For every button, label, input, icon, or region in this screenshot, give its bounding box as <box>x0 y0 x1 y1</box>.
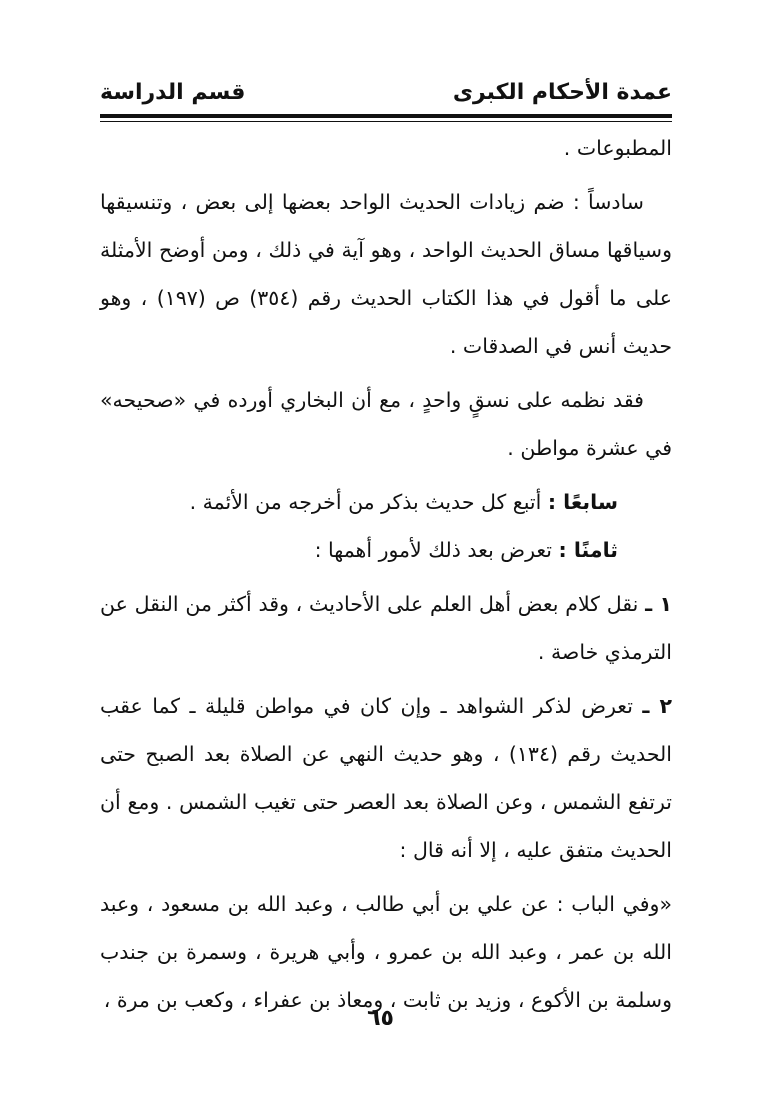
paragraph-item-one <box>100 580 672 676</box>
paragraph-seventh-text: أتبع كل حديث بذكر من أخرجه من الأئمة . <box>189 490 548 514</box>
paragraph-ordering: فقد نظمه على نسقٍ واحدٍ ، مع أن البخاري أورده في «صحيحه» في عشرة مواطن . <box>100 388 672 460</box>
paragraph-item-one-lead: ١ ـ <box>645 592 672 616</box>
paragraph-eighth-lead: ثامنًا : <box>558 538 618 562</box>
paragraph-seventh-lead: سابعًا : <box>547 490 618 514</box>
header-rule-thick <box>100 114 672 118</box>
paragraph-item-two-lead: ٢ ـ <box>642 694 672 718</box>
paragraph-eighth-text: تعرض بعد ذلك لأمور أهمها : <box>314 538 559 562</box>
header-book-title: عمدة الأحكام الكبرى <box>452 80 672 105</box>
running-header <box>100 72 672 116</box>
paragraph-sixth: سادساً : ضم زيادات الحديث الواحد بعضها إلى بعض ، وتنسيقها وسياقها مساق الحديث الواحد ، وهو آية في ذلك ، ومن أوضح الأمثلة على ما أقول في هذا الكتاب الحديث رقم (٣٥٤) ص (١٩٧) ، وهو حديث أنس في الصدقات . <box>100 190 673 358</box>
paragraph-eighth <box>100 526 672 574</box>
header-section-title: قسم الدراسة <box>100 80 246 105</box>
page-number: ٦٥ <box>367 1006 394 1031</box>
paragraph-continuation: المطبوعات . <box>563 136 672 160</box>
paragraph-item-one-text: نقل كلام بعض أهل العلم على الأحاديث ، وقد أكثر من النقل عن الترمذي خاصة . <box>100 592 672 664</box>
paragraph-item-two-text: تعرض لذكر الشواهد ـ وإن كان في مواطن قليلة ـ كما عقب الحديث رقم (١٣٤) ، وهو حديث النهي عن الصلاة بعد الصبح حتى ترتفع الشمس ، وعن الصلاة بعد العصر حتى تغيب الشمس . ومع أن الحديث متفق عليه ، إلا أنه قال : <box>100 694 672 862</box>
page-body <box>100 124 672 1024</box>
paragraph-seventh <box>100 478 672 526</box>
header-rule-thin <box>100 121 672 122</box>
paragraph-quotation: «وفي الباب : عن علي بن أبي طالب ، وعبد الله بن مسعود ، وعبد الله بن عمر ، وعبد الله بن عمرو ، وأبي هريرة ، وسمرة بن جندب وسلمة بن الأكوع ، وزيد بن ثابت ، ومعاذ بن عفراء ، وكعب بن مرة ، <box>100 892 672 1012</box>
paragraph-item-two <box>100 682 672 874</box>
